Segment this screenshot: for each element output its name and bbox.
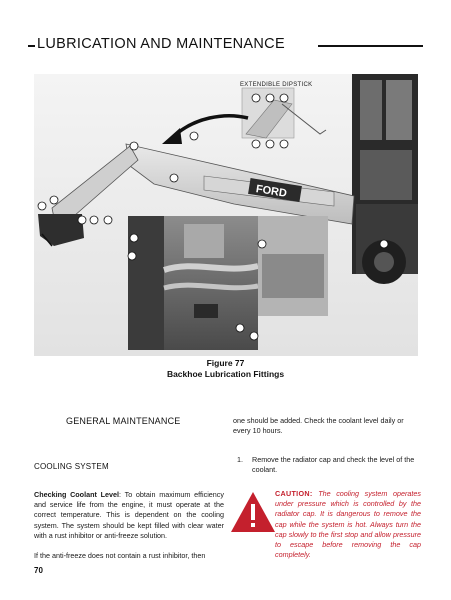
step-1-number: 1. bbox=[237, 455, 243, 464]
section-heading-general: GENERAL MAINTENANCE bbox=[66, 416, 181, 426]
figure-title: Backhoe Lubrication Fittings bbox=[166, 369, 285, 379]
step-1-text: Remove the radiator cap and check the level of the coolant. bbox=[252, 455, 415, 475]
header-dash bbox=[28, 45, 35, 47]
page-header bbox=[28, 36, 423, 56]
figure-number: Figure 77 bbox=[206, 358, 245, 368]
backhoe-figure-image bbox=[34, 74, 418, 356]
coolant-lead: Checking Coolant Level bbox=[34, 490, 119, 499]
caution-notice bbox=[275, 489, 421, 560]
caution-text: The cooling system operates under pressure which is controlled by the radiator cap. It is dangerous to remove the cap while the system is hot. Always turn the cap slowly to the first stop and allow pressure to escape before removing the cap completely. bbox=[275, 489, 421, 560]
caution-label: CAUTION: bbox=[275, 489, 313, 498]
section-heading-cooling: COOLING SYSTEM bbox=[34, 462, 109, 471]
warning-triangle-icon bbox=[228, 488, 278, 536]
coolant-text: : To obtain maximum efficiency and service life from the engine, it must operate at the correct temperature. This is dependent on the cooling system. The system should be kept filled with clear water with a rust inhibitor or anti-freeze solution. bbox=[34, 490, 224, 540]
antifreeze-paragraph: If the anti-freeze does not contain a rust inhibitor, then bbox=[34, 551, 206, 560]
dipstick-label: EXTENDIBLE DIPSTICK bbox=[240, 82, 313, 88]
page-number: 70 bbox=[34, 566, 43, 575]
page-title: LUBRICATION AND MAINTENANCE bbox=[37, 36, 285, 52]
ford-logo-text: FORD bbox=[254, 183, 288, 200]
coolant-paragraph bbox=[34, 490, 224, 541]
continuation-paragraph: one should be added. Check the coolant level daily or every 10 hours. bbox=[233, 416, 404, 436]
header-rule bbox=[318, 45, 423, 47]
